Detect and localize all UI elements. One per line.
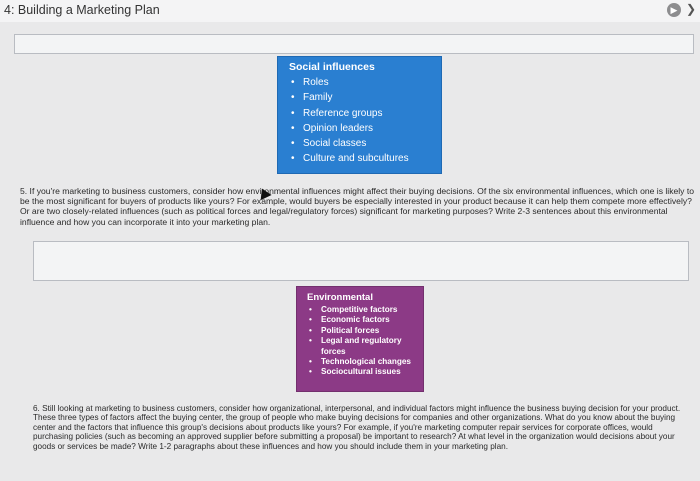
environmental-list [307,305,423,378]
answer-box-question-5[interactable] [33,241,689,281]
social-influences-card [277,56,442,174]
page-title: 4: Building a Marketing Plan [4,3,160,17]
environmental-title: Environmental [307,292,373,303]
chevron-right-icon[interactable]: ❯ [686,2,697,16]
list-item: • Opinion leaders [289,121,441,136]
answer-box-previous[interactable] [14,34,694,54]
list-item: • Culture and subcultures [289,151,441,166]
question-5-text: 5. If you're marketing to business customers, consider how environmental influences might affect their buying decisions. Of the six environmental influences, which one is likely to be the most significant for buyers of products like yours? For example, would buyers be especially interested in your product because it can help them compete more effectively? Or are two closely-related influences (such as political forces and legal/regulatory forces) significant for marketing purposes? Write 2-3 sentences about this environmental influence and how you can incorporate it into your marketing plan. [20,186,695,227]
list-item: • Roles [289,75,441,90]
list-item: • Reference groups [289,106,441,121]
social-influences-title: Social influences [289,61,375,73]
list-item: • Technological changes [307,357,423,367]
list-item: • Legal and regulatory forces [307,336,423,357]
list-item: • Sociocultural issues [307,367,423,377]
list-item: • Social classes [289,136,441,151]
environmental-card [296,286,424,392]
header-bar [0,0,700,22]
social-influences-list [289,75,441,167]
list-item: • Family [289,90,441,105]
next-icon[interactable]: ▶ [667,3,681,17]
list-item: • Competitive factors [307,305,423,315]
question-6-text: 6. Still looking at marketing to business customers, consider how organizational, interpersonal, and individual factors might influence the business buying decision for your product. These three types of factors affect the buying center, the group of people who make buying decisions for companies and other organizations. What do you know about the buying center and the factors that influence this group's decisions about products like yours? For example, if you're marketing computer repair services for corporate offices, would purchasing policies (such as becoming an approved supplier before submitting a proposal) be important to research? At what level in the organization would decisions about your goods or services be made? Write 1-2 paragraphs about these influences and how you should include them in your marketing plan. [33,404,681,451]
list-item: • Economic factors [307,315,423,325]
list-item: • Political forces [307,326,423,336]
